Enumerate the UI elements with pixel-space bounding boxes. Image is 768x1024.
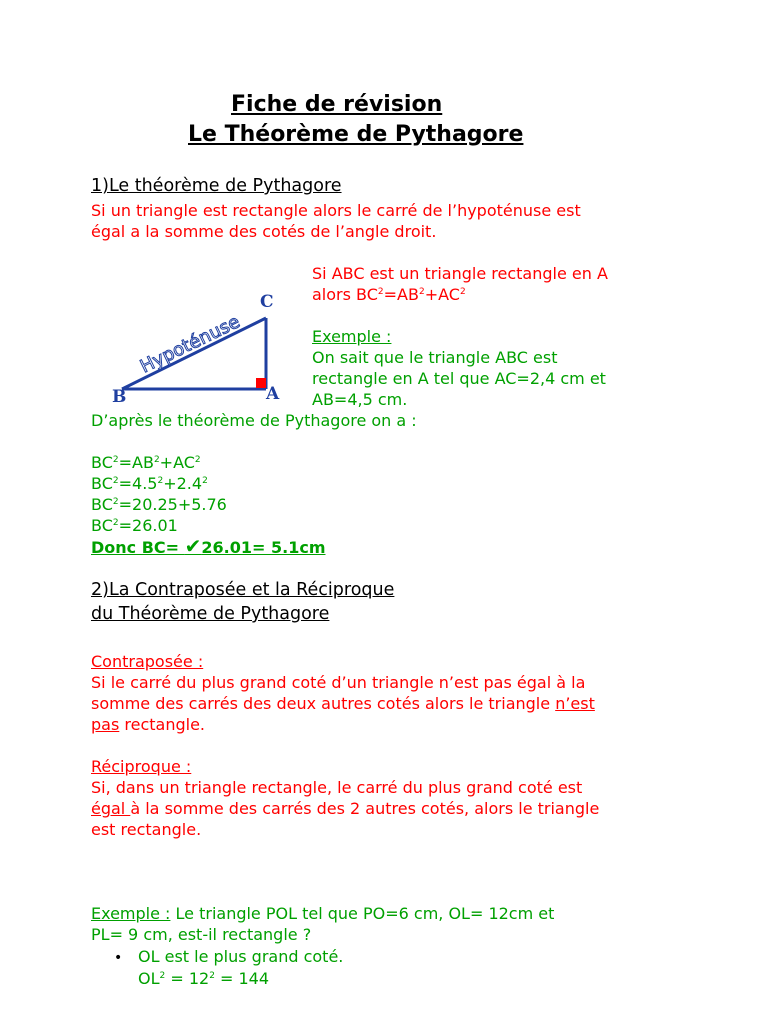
dapres-line: D’après le théorème de Pythagore on a : bbox=[91, 411, 417, 430]
contraposee-label: Contraposée : bbox=[91, 652, 204, 671]
result-line: Donc BC= ✔26.01= 5.1cm bbox=[91, 534, 326, 558]
contraposee-line1: Si le carré du plus grand coté d’un triangle n’est pas égal à la bbox=[91, 673, 586, 692]
calc-line1: $BC^2=AB^2+AC^2$ bbox=[91, 453, 201, 472]
reciproque-line1: Si, dans un triangle rectangle, le carré du plus grand coté est bbox=[91, 778, 583, 797]
example2-label: Exemple : bbox=[91, 904, 171, 923]
bullet-icon: • bbox=[114, 950, 123, 966]
page-title-line2: Le Théorème de Pythagore bbox=[188, 122, 524, 147]
example2-bullet1 bbox=[114, 946, 122, 969]
section2-heading-line2: du Théorème de Pythagore bbox=[91, 604, 330, 624]
theorem-statement-line1: Si un triangle est rectangle alors le carré de l’hypoténuse est bbox=[91, 201, 581, 220]
theorem-statement-line2: égal a la somme des cotés de l’angle droit. bbox=[91, 222, 437, 241]
reciproque-line2: égal à la somme des carrés des 2 autres cotés, alors le triangle bbox=[91, 799, 600, 818]
abc-statement-line1: Si ABC est un triangle rectangle en A bbox=[312, 264, 608, 283]
example2-line2: PL= 9 cm, est-il rectangle ? bbox=[91, 925, 312, 944]
contraposee-line3: pas rectangle. bbox=[91, 715, 205, 734]
page-title-line1: Fiche de révision bbox=[231, 92, 443, 117]
example2-bullet2-text: $OL^2 = 12^2 = 144$ bbox=[138, 969, 270, 988]
calc-line3: $BC^2=20.25+5.76$ bbox=[91, 495, 227, 514]
reciproque-line3: est rectangle. bbox=[91, 820, 202, 839]
vertex-label-a: A bbox=[266, 384, 280, 404]
example2-bullet1-text: OL est le plus grand coté. bbox=[138, 947, 344, 966]
right-triangle-diagram bbox=[100, 285, 300, 405]
calc-line4: $BC^2=26.01$ bbox=[91, 516, 178, 535]
contraposee-line2: somme des carrés des deux autres cotés alors le triangle n’est bbox=[91, 694, 595, 713]
reciproque-label: Réciproque : bbox=[91, 757, 192, 776]
section2-heading-line1: 2)La Contraposée et la Réciproque bbox=[91, 580, 395, 600]
example1-label: Exemple : bbox=[312, 327, 392, 346]
example1-line3: AB=4,5 cm. bbox=[312, 390, 408, 409]
sqrt-check-icon: ✔ bbox=[184, 534, 202, 558]
vertex-label-b: B bbox=[112, 387, 127, 405]
section1-heading: 1)Le théorème de Pythagore bbox=[91, 176, 342, 196]
abc-statement-line2: alors $BC^2=AB^2+AC^2$ bbox=[312, 285, 466, 304]
calc-line2: $BC^2=4.5^2+2.4^2$ bbox=[91, 474, 208, 493]
vertex-label-c: C bbox=[260, 292, 274, 312]
example1-line2: rectangle en A tel que AC=2,4 cm et bbox=[312, 369, 606, 388]
example2-line1: Exemple : Le triangle POL tel que PO=6 cm, OL= 12cm et bbox=[91, 904, 555, 923]
example1-line1: On sait que le triangle ABC est bbox=[312, 348, 558, 367]
hypotenuse-label: Hypoténuse bbox=[136, 311, 244, 378]
right-angle-marker bbox=[256, 378, 266, 388]
